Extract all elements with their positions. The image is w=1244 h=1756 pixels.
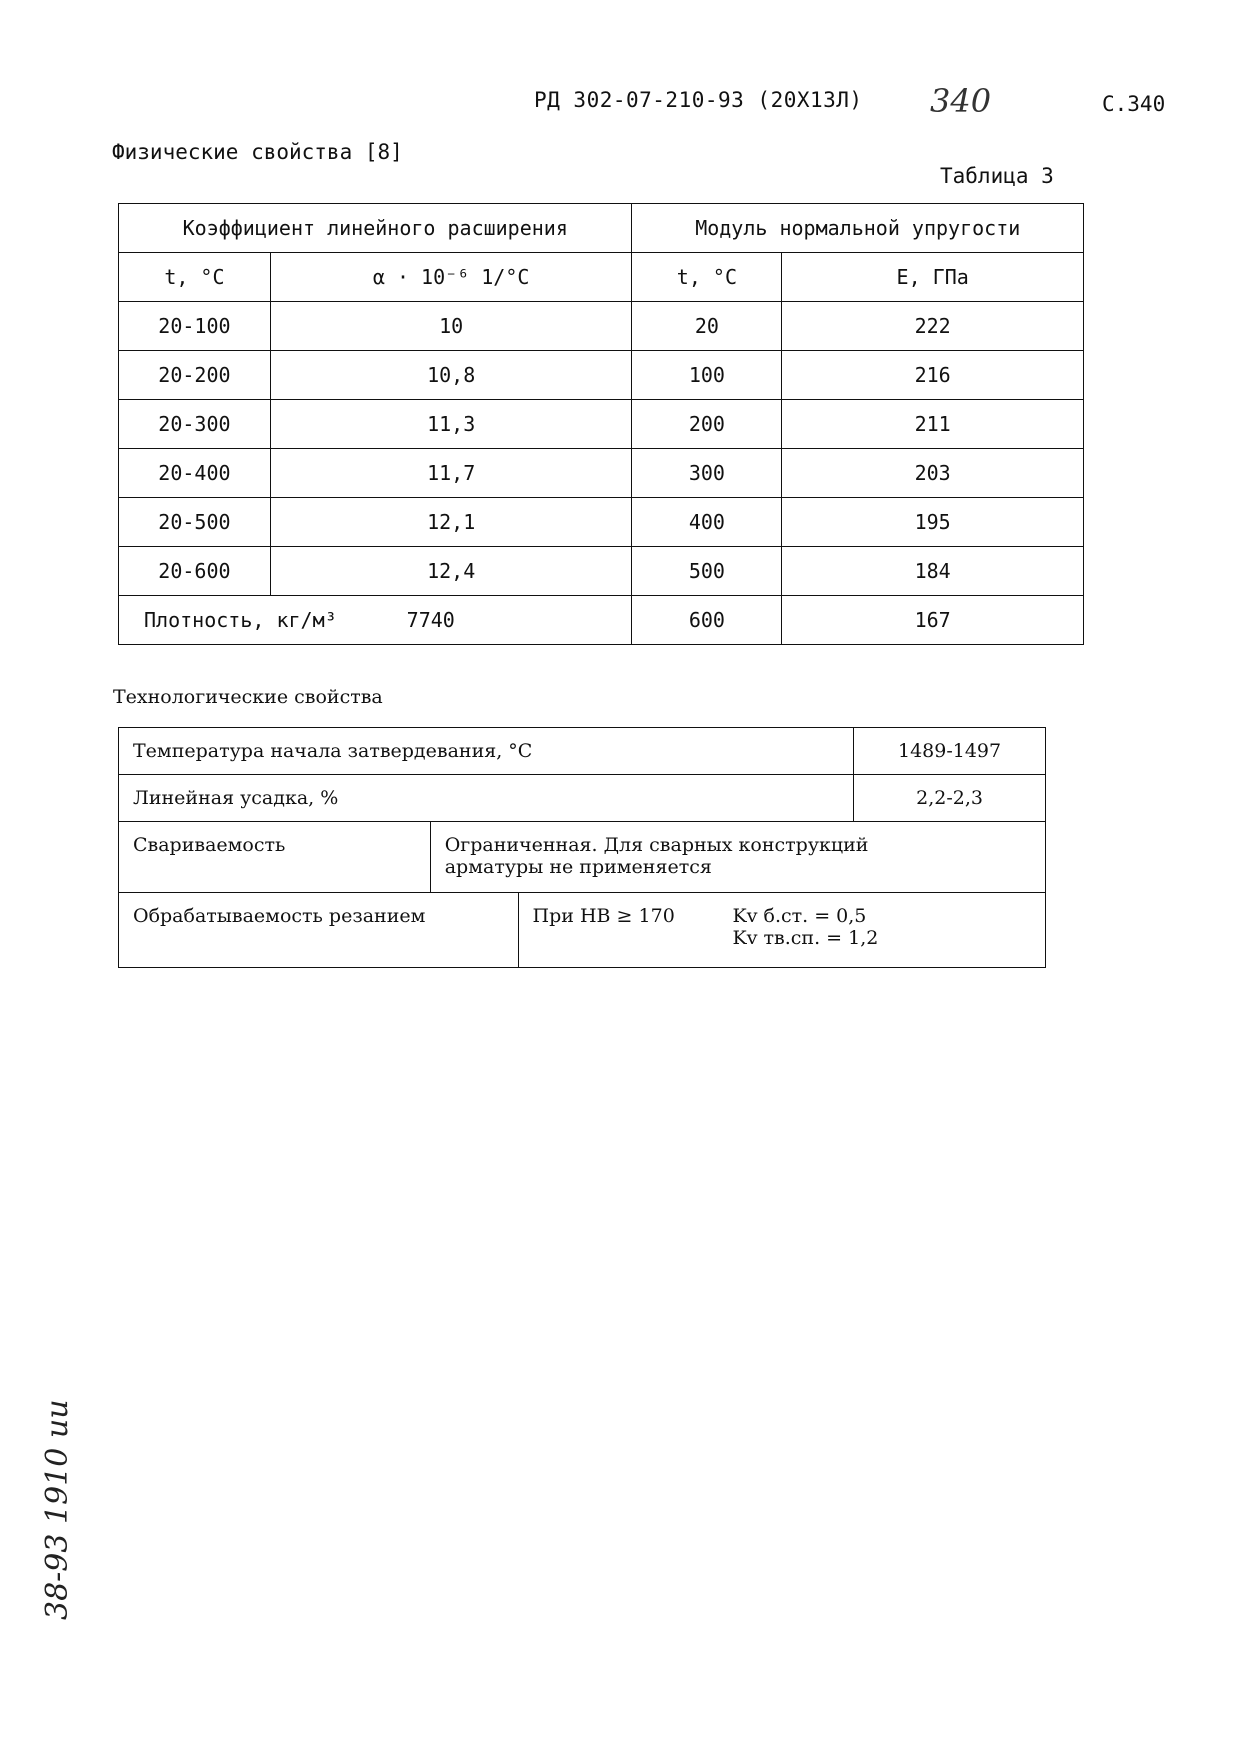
cell-temp-range: 20-500 — [119, 498, 271, 547]
table-row — [119, 302, 1084, 351]
shrinkage-label: Линейная усадка, % — [119, 775, 854, 822]
cell-alpha: 11,7 — [270, 449, 632, 498]
handwritten-page-number: 340 — [930, 82, 992, 120]
cell-temp: 20 — [632, 302, 782, 351]
weldability-line-1: Ограниченная. Для сварных конструкций — [444, 834, 869, 856]
cell-alpha: 10 — [270, 302, 632, 351]
table-row — [119, 498, 1084, 547]
weldability-value — [430, 822, 1045, 893]
cell-temp: 200 — [632, 400, 782, 449]
cell-modulus: 216 — [782, 351, 1084, 400]
table-row — [119, 351, 1084, 400]
kv-hard-alloy: Kv тв.сп. = 1,2 — [732, 927, 879, 949]
cell-alpha: 12,4 — [270, 547, 632, 596]
cell-temp-range: 20-400 — [119, 449, 271, 498]
table-row-density — [119, 596, 1084, 645]
cell-modulus: 195 — [782, 498, 1084, 547]
cell-temp: 600 — [632, 596, 782, 645]
cell-temp-range: 20-100 — [119, 302, 271, 351]
table-subheader-row — [119, 253, 1084, 302]
machinability-value — [518, 893, 1045, 968]
physical-properties-title: Физические свойства [8] — [112, 140, 403, 164]
technological-properties-title: Технологические свойства — [113, 686, 383, 708]
cell-alpha: 12,1 — [270, 498, 632, 547]
table-row — [119, 822, 1046, 893]
table-header-row — [119, 204, 1084, 253]
table-number: Таблица 3 — [940, 164, 1054, 188]
cell-modulus: 203 — [782, 449, 1084, 498]
cell-temp: 400 — [632, 498, 782, 547]
cell-temp-range: 20-600 — [119, 547, 271, 596]
kv-annealed: Kv б.ст. = 0,5 — [732, 905, 867, 927]
weldability-label: Свариваемость — [119, 822, 431, 893]
density-label: Плотность, кг/м³ — [144, 608, 337, 632]
margin-handwritten-note: 38-93 1910 ии — [40, 1399, 75, 1620]
document-code: РД 302-07-210-93 (20Х13Л) — [534, 88, 863, 112]
table-row — [119, 400, 1084, 449]
col-alpha: α · 10⁻⁶ 1/°C — [270, 253, 632, 302]
solidification-label: Температура начала затвердевания, °C — [119, 728, 854, 775]
table-row — [119, 728, 1046, 775]
table-row — [119, 893, 1046, 968]
cell-modulus: 211 — [782, 400, 1084, 449]
page-number: С.340 — [1102, 92, 1166, 116]
weldability-line-2: арматуры не применяется — [444, 856, 712, 878]
machinability-condition: При НВ ≥ 170 — [532, 905, 675, 927]
cell-modulus: 167 — [782, 596, 1084, 645]
col-temp: t, °C — [632, 253, 782, 302]
technological-properties-table — [118, 727, 1046, 968]
machinability-coefficients — [733, 905, 879, 949]
table-row — [119, 775, 1046, 822]
table-row — [119, 449, 1084, 498]
machinability-row — [533, 905, 1031, 949]
cell-temp-range: 20-200 — [119, 351, 271, 400]
cell-alpha: 11,3 — [270, 400, 632, 449]
col-modulus: E, ГПа — [782, 253, 1084, 302]
physical-properties-table — [118, 203, 1084, 645]
cell-temp-range: 20-300 — [119, 400, 271, 449]
elasticity-group-header: Модуль нормальной упругости — [632, 204, 1084, 253]
density-value: 7740 — [406, 608, 455, 632]
expansion-group-header: Коэффициент линейного расширения — [119, 204, 632, 253]
cell-temp: 100 — [632, 351, 782, 400]
table-row — [119, 547, 1084, 596]
cell-alpha: 10,8 — [270, 351, 632, 400]
machinability-label: Обрабатываемость резанием — [119, 893, 519, 968]
cell-modulus: 222 — [782, 302, 1084, 351]
shrinkage-value: 2,2-2,3 — [854, 775, 1046, 822]
density-cell — [119, 596, 632, 645]
col-temp-range: t, °C — [119, 253, 271, 302]
cell-temp: 300 — [632, 449, 782, 498]
cell-temp: 500 — [632, 547, 782, 596]
cell-modulus: 184 — [782, 547, 1084, 596]
solidification-value: 1489-1497 — [854, 728, 1046, 775]
